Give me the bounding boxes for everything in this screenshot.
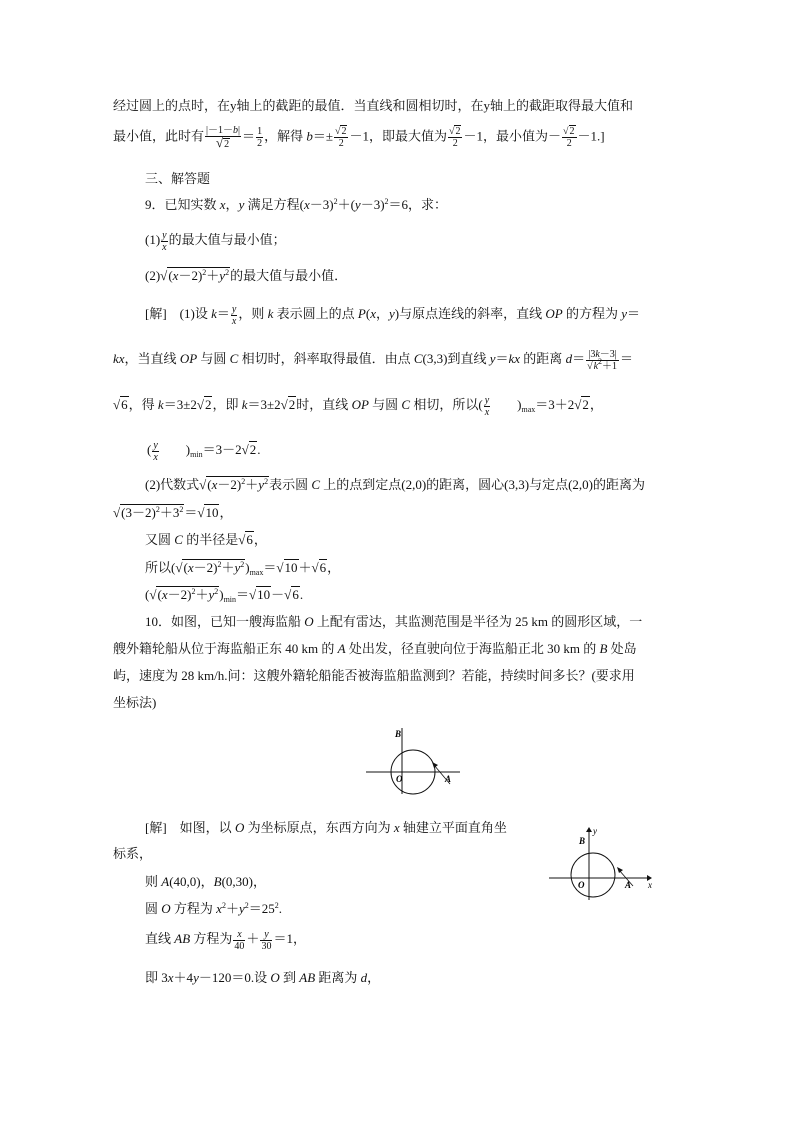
problem-10-line3: 屿，速度为 28 km/h.问：这艘外籍轮船能否被海监船监测到？若能，持续时间多长？(要求用	[113, 668, 635, 683]
solution-9-line9: $(√(x-2)^2+y^2)_{min}=√10-√6$.	[145, 587, 304, 604]
label-a: A	[445, 774, 452, 784]
text-line	[113, 98, 633, 114]
solution-9-line3: √6，得 k＝3±2√2，即 k＝3±2√2时，直线 OP 与圆 C 相切，所以( $\frac{y}{x}$ )$_{max}=3+2√2$，	[113, 394, 603, 418]
solution-9-line2: kx，当直线 OP 与圆 C 相切时，斜率取得最值．由点 C(3,3)到直线 y＝kx 的距离 d＝ $\frac{|3k-3|}{√k^2+1}$ ＝	[113, 348, 634, 372]
solution-9-line6: $√(3-2)^2+3^2=√10$，	[113, 505, 233, 520]
label-b: B	[579, 836, 586, 846]
text-line: 最小值，此时有 $\frac{|-1-b|}{√2}$ ＝ $\frac{1}{2}$ ，解得 b＝± $\frac{√2}{2}$ －1，即最大值为 $\frac{√2}{2}$ －1，最小值为－ $\frac{√2}{2}$ －1.]	[113, 125, 605, 150]
solution-9-line1: [解] (1)设 k＝ $\frac{y}{x}$ ，则 k 表示圆上的点 P(x，y)与原点连线的斜率，直线 OP 的方程为 y＝	[145, 303, 641, 327]
label-y: y	[593, 826, 597, 836]
solution-10-line3: 则 A(40,0)，B(0,30)，	[145, 874, 267, 889]
label-a: A	[625, 880, 632, 890]
problem-10-line4: 坐标法)	[113, 695, 157, 710]
solution-9-line4: ( $\frac{y}{x}$ )$_{min}=3-2√2$.	[147, 439, 261, 463]
solution-10-line2: 标系，	[113, 846, 153, 861]
label-o: O	[396, 774, 403, 784]
solution-10-line4: 圆 O 方程为 $x^2+y^2=25^2$.	[145, 901, 283, 916]
y-axis-arrow	[586, 827, 592, 832]
solution-10-line5: 直线 AB 方程为 $\frac{x}{40}$ ＋ $\frac{y}{30}$ ＝1，	[145, 928, 306, 952]
label-x: x	[648, 880, 652, 890]
line-text: 经过圆上的点时，在y轴上的截距的最值．当直线和圆相切时，在y轴上的截距取得最大值和	[113, 98, 634, 113]
problem-10-line2: 艘外籍轮船从位于海监船正东 40 km 的 A 处出发，径直驶向位于海监船正北 30 km 的 B 处岛	[113, 641, 637, 656]
problem-10-line1: 10．如图，已知一艘海监船 O 上配有雷达，其监测范围是半径为 25 km 的圆形区域，一	[145, 614, 643, 629]
problem-9-part2: $(2)√(x-2)^2+y^2$的最大值与最小值．	[145, 268, 348, 283]
radar-diagram	[366, 724, 466, 796]
label-o: O	[578, 880, 585, 890]
section-heading: 三、解答题	[145, 171, 211, 186]
solution-9-line8: 所以$(√(x-2)^2+y^2)_{max}=√10+√6$，	[145, 560, 341, 577]
radar-circle	[571, 853, 615, 897]
arrow-head	[617, 867, 623, 873]
coordinate-diagram	[547, 822, 659, 902]
solution-9-line5: (2)代数式$√(x-2)^2+y^2$表示圆 C 上的点到定点(2,0)的距离，圆心(3,3)与定点(2,0)的距离为	[145, 477, 645, 492]
arrow-head	[432, 762, 438, 768]
problem-9-part1: (1) $\frac{y}{x}$ 的最大值与最小值；	[145, 229, 286, 253]
label-b: B	[395, 729, 402, 739]
solution-10-line6: 即 3x＋4y－120＝0.设 O 到 AB 距离为 d，	[145, 970, 381, 985]
problem-9: 9．已知实数 x，y 满足方程$(x-3)^2+(y-3)^2=6$，求：	[145, 197, 448, 212]
solution-10-line1: [解] 如图，以 O 为坐标原点，东西方向为 x 轴建立平面直角坐	[145, 820, 507, 835]
solution-9-line7: 又圆 C 的半径是√6，	[145, 532, 267, 547]
